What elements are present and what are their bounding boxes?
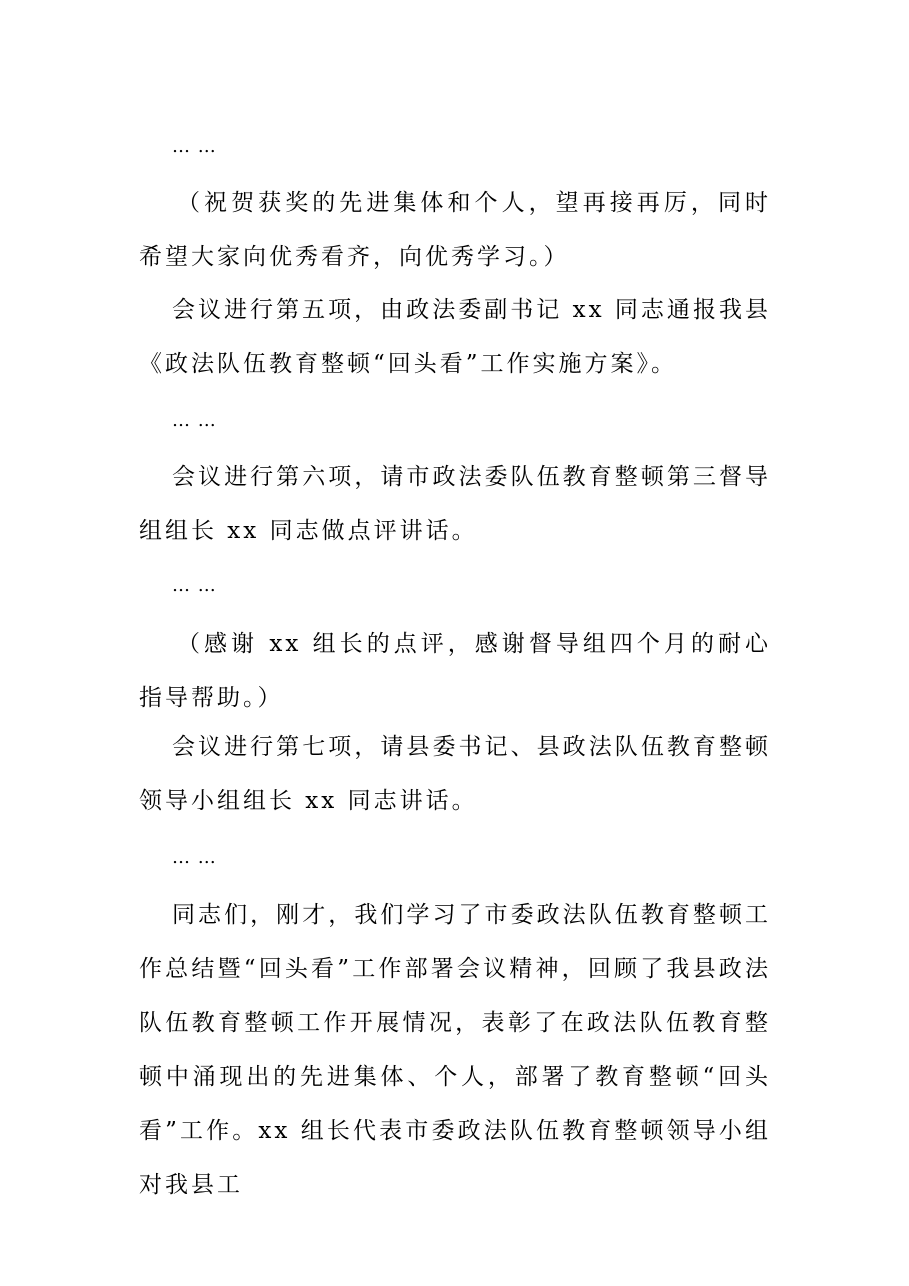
paragraph-item-six: 会议进行第六项，请市政法委队伍教育整顿第三督导组组长 xx 同志做点评讲话。	[139, 464, 771, 544]
paragraph-speech: 同志们，刚才，我们学习了市委政法队伍教育整顿工作总结暨“回头看”工作部署会议精神，回顾了我县政法队伍教育整顿工作开展情况，表彰了在政法队伍教育整顿中涌现出的先进集体、个人，部署了教育整顿“回头看”工作。xx 组长代表市委政法队伍教育整顿领导小组对我县工	[139, 902, 771, 1198]
ellipsis-3: … …	[172, 575, 217, 596]
ellipsis-1: … …	[172, 136, 217, 157]
paragraph-item-seven: 会议进行第七项，请县委书记、县政法队伍教育整顿领导小组组长 xx 同志讲话。	[139, 734, 771, 814]
paragraph-item-five: 会议进行第五项，由政法委副书记 xx 同志通报我县《政法队伍教育整顿“回头看”工作实施方案》。	[139, 297, 771, 377]
ellipsis-4: … …	[172, 847, 217, 868]
paragraph-thanks: （感谢 xx 组长的点评，感谢督导组四个月的耐心指导帮助。）	[139, 631, 771, 711]
paragraph-congratulation: （祝贺获奖的先进集体和个人，望再接再厉，同时希望大家向优秀看齐，向优秀学习。）	[139, 190, 771, 270]
ellipsis-2: … …	[172, 410, 217, 431]
